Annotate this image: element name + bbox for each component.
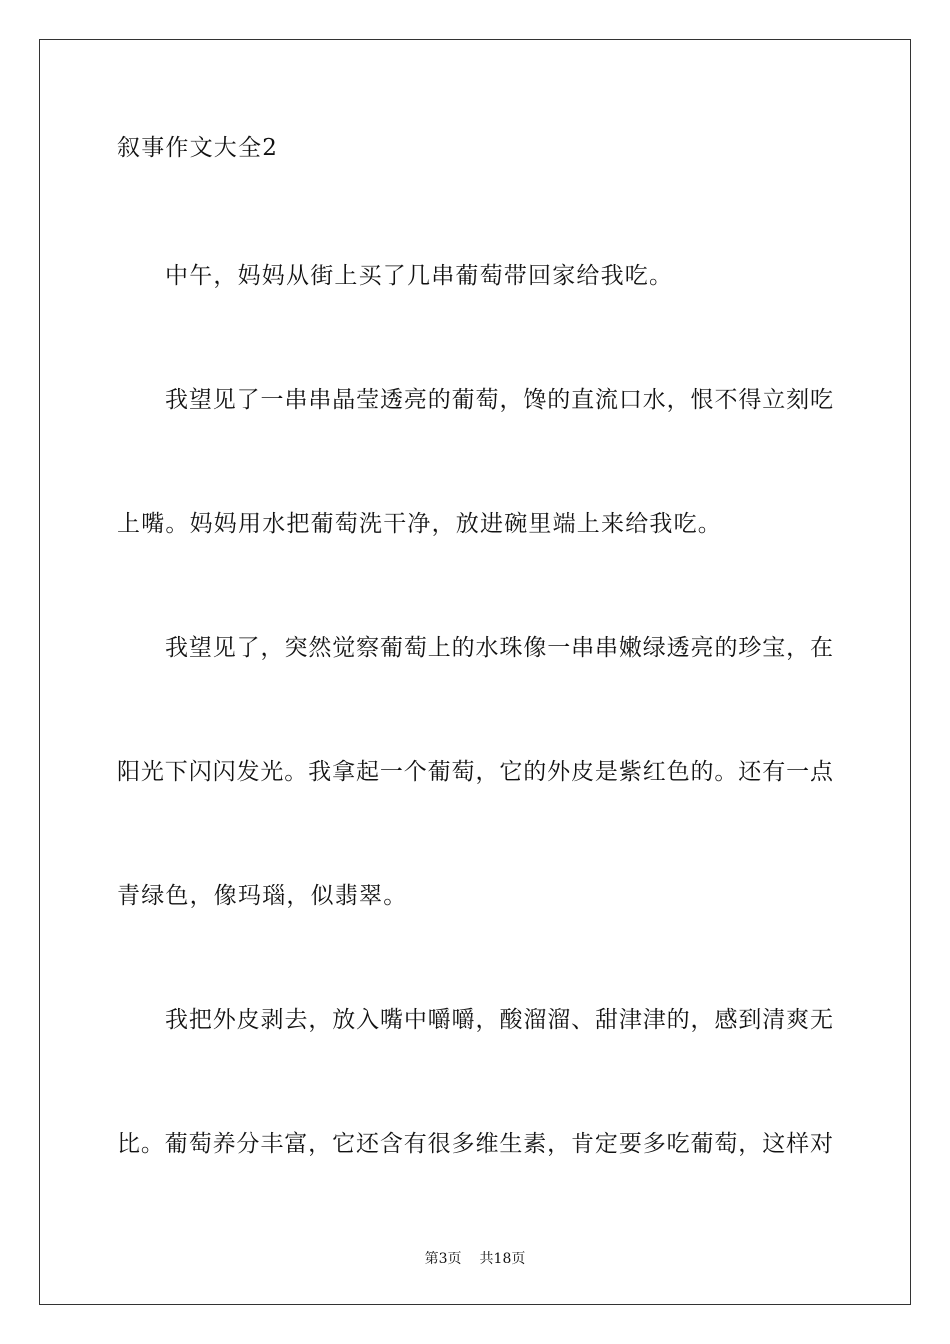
paragraph-line-4: 我望见了，突然觉察葡萄上的水珠像一串串嫩绿透亮的珍宝，在 xyxy=(165,635,833,661)
paragraph-line-1: 中午，妈妈从街上买了几串葡萄带回家给我吃。 xyxy=(165,263,674,289)
page-total: 共18页 xyxy=(479,1251,526,1267)
paragraph-line-6: 青绿色，像玛瑙，似翡翠。 xyxy=(117,883,408,909)
page-footer xyxy=(0,1250,950,1268)
document-title: 叙事作文大全2 xyxy=(117,135,279,161)
paragraph-line-3: 上嘴。妈妈用水把葡萄洗干净，放进碗里端上来给我吃。 xyxy=(117,511,722,537)
paragraph-line-5: 阳光下闪闪发光。我拿起一个葡萄，它的外皮是紫红色的。还有一点 xyxy=(117,759,833,785)
paragraph-line-8: 比。葡萄养分丰富，它还含有很多维生素，肯定要多吃葡萄，这样对 xyxy=(117,1131,833,1157)
paragraph-line-7: 我把外皮剥去，放入嘴中嚼嚼，酸溜溜、甜津津的，感到清爽无 xyxy=(165,1007,833,1033)
page-number: 第3页 xyxy=(424,1251,462,1267)
page-border xyxy=(39,39,911,1305)
paragraph-line-2: 我望见了一串串晶莹透亮的葡萄，馋的直流口水，恨不得立刻吃 xyxy=(165,387,833,413)
